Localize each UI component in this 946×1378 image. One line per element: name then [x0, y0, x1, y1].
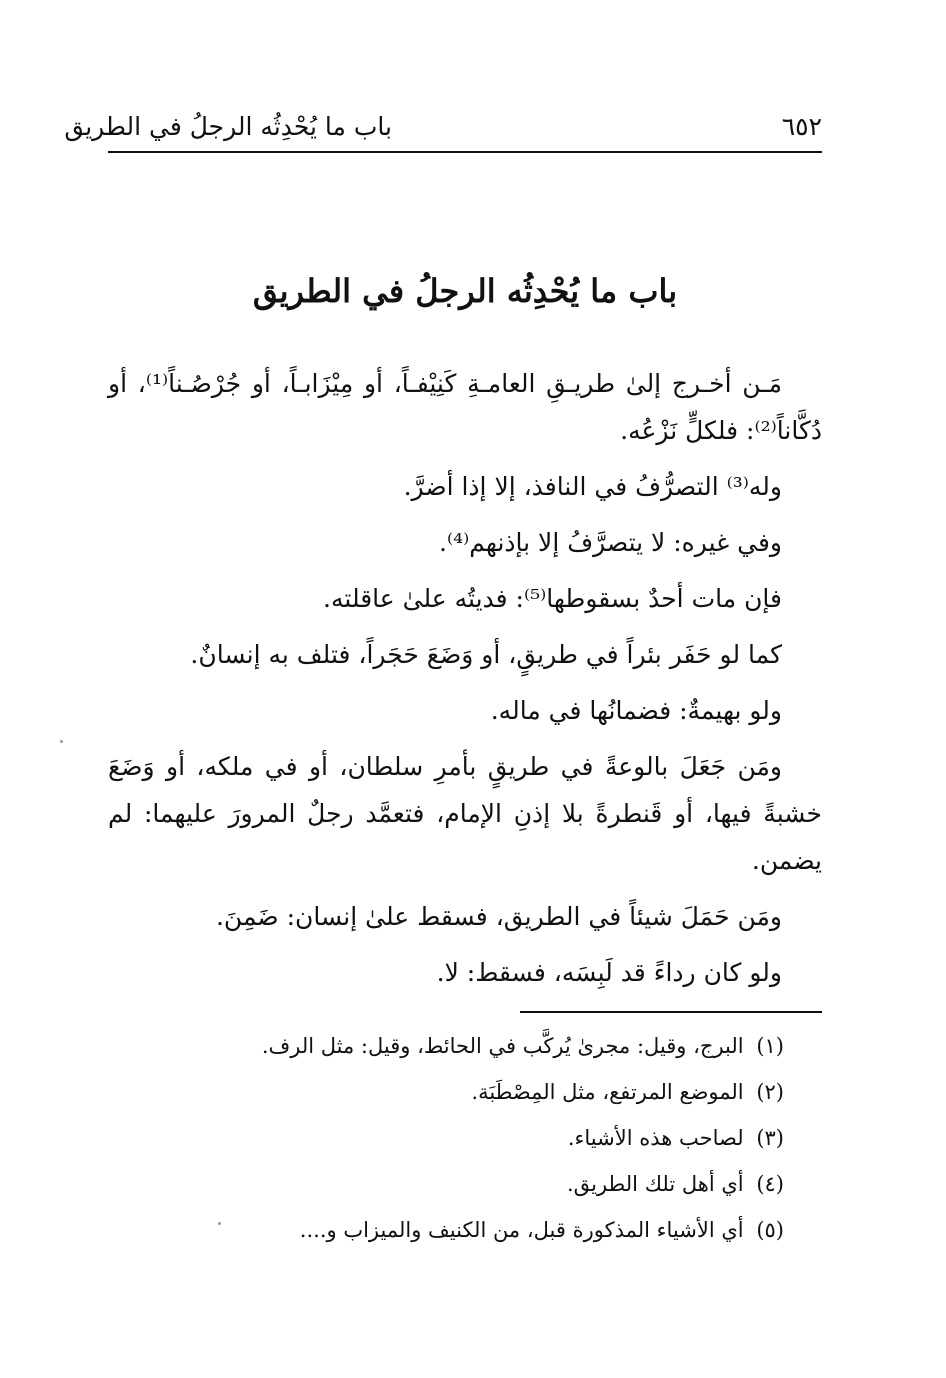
footnote-number: (٥) — [756, 1218, 784, 1242]
paragraph-8: ومَن حَمَلَ شيئاً في الطريق، فسقط علىٰ إنسان: ضَمِنَ. — [215, 902, 782, 931]
paragraph-2: وله⁽³⁾ التصرُّفُ في النافذ، إلا إذا أضرَّ. — [403, 472, 782, 501]
footnote-3 — [108, 1115, 784, 1161]
paragraph-6: ولو بهيمةٌ: فضمانُها في ماله. — [490, 696, 782, 725]
body-text — [108, 360, 822, 1005]
footnote-2 — [108, 1069, 784, 1115]
paragraph-4: فإن مات أحدٌ بسقوطها⁽⁵⁾: فديتُه علىٰ عاقلته. — [323, 584, 782, 613]
footnote-text: أي أهل تلك الطريق. — [566, 1172, 744, 1196]
running-title: باب ما يُحْدِثُه الرجلُ في الطريق — [64, 112, 392, 141]
footnote-number: (٤) — [756, 1172, 784, 1196]
footnote-number: (٣) — [756, 1126, 784, 1150]
paragraph-1: مَـن أخـرج إلىٰ طريـقِ العامـةِ كَنِيْفـاً، أو مِيْزَابـاً، أو جُرْصُـناً⁽¹⁾، أو دُكَّاناً⁽²⁾: فلكلٍّ نَزْعُه. — [108, 369, 822, 445]
page-number: ٦٥٢ — [781, 112, 822, 141]
footnote-1 — [108, 1023, 784, 1069]
footnote-text: لصاحب هذه الأشياء. — [567, 1126, 744, 1150]
footnote-5 — [108, 1207, 784, 1253]
footnote-number: (١) — [756, 1034, 784, 1058]
chapter-title: باب ما يُحْدِثُه الرجلُ في الطريق — [252, 272, 678, 310]
footnote-text: البرج، وقيل: مجرىٰ يُركَّب في الحائط، وقيل: مثل الرف. — [261, 1034, 744, 1058]
running-header — [64, 108, 822, 152]
footnote-text: الموضع المرتفع، مثل المِصْطَبَة. — [471, 1080, 744, 1104]
paragraph-5: كما لو حَفَر بئراً في طريقٍ، أو وَضَعَ حَجَراً، فتلف به إنسانٌ. — [190, 640, 782, 669]
footnote-text: أي الأشياء المذكورة قبل، من الكنيف والميزاب و.... — [299, 1218, 744, 1242]
paragraph-7: ومَن جَعَلَ بالوعةً في طريقٍ بأمرِ سلطان، أو في ملكه، أو وَضَعَ خشبةً فيها، أو قَنطرةً بلا إذنِ الإمام، فتعمَّد رجلٌ المرورَ عليهما: لم يضمن. — [108, 752, 822, 875]
footnotes — [108, 1023, 784, 1253]
footnote-number: (٢) — [756, 1080, 784, 1104]
footnote-4 — [108, 1161, 784, 1207]
paragraph-9: ولو كان رداءً قد لَبِسَه، فسقط: لا. — [436, 958, 782, 987]
header-rule — [108, 151, 822, 153]
scan-speck — [218, 1222, 221, 1225]
scan-speck — [60, 740, 63, 743]
paragraph-3: وفي غيره: لا يتصرَّفُ إلا بإذنهم⁽⁴⁾. — [439, 528, 782, 557]
footnote-rule — [520, 1011, 822, 1013]
